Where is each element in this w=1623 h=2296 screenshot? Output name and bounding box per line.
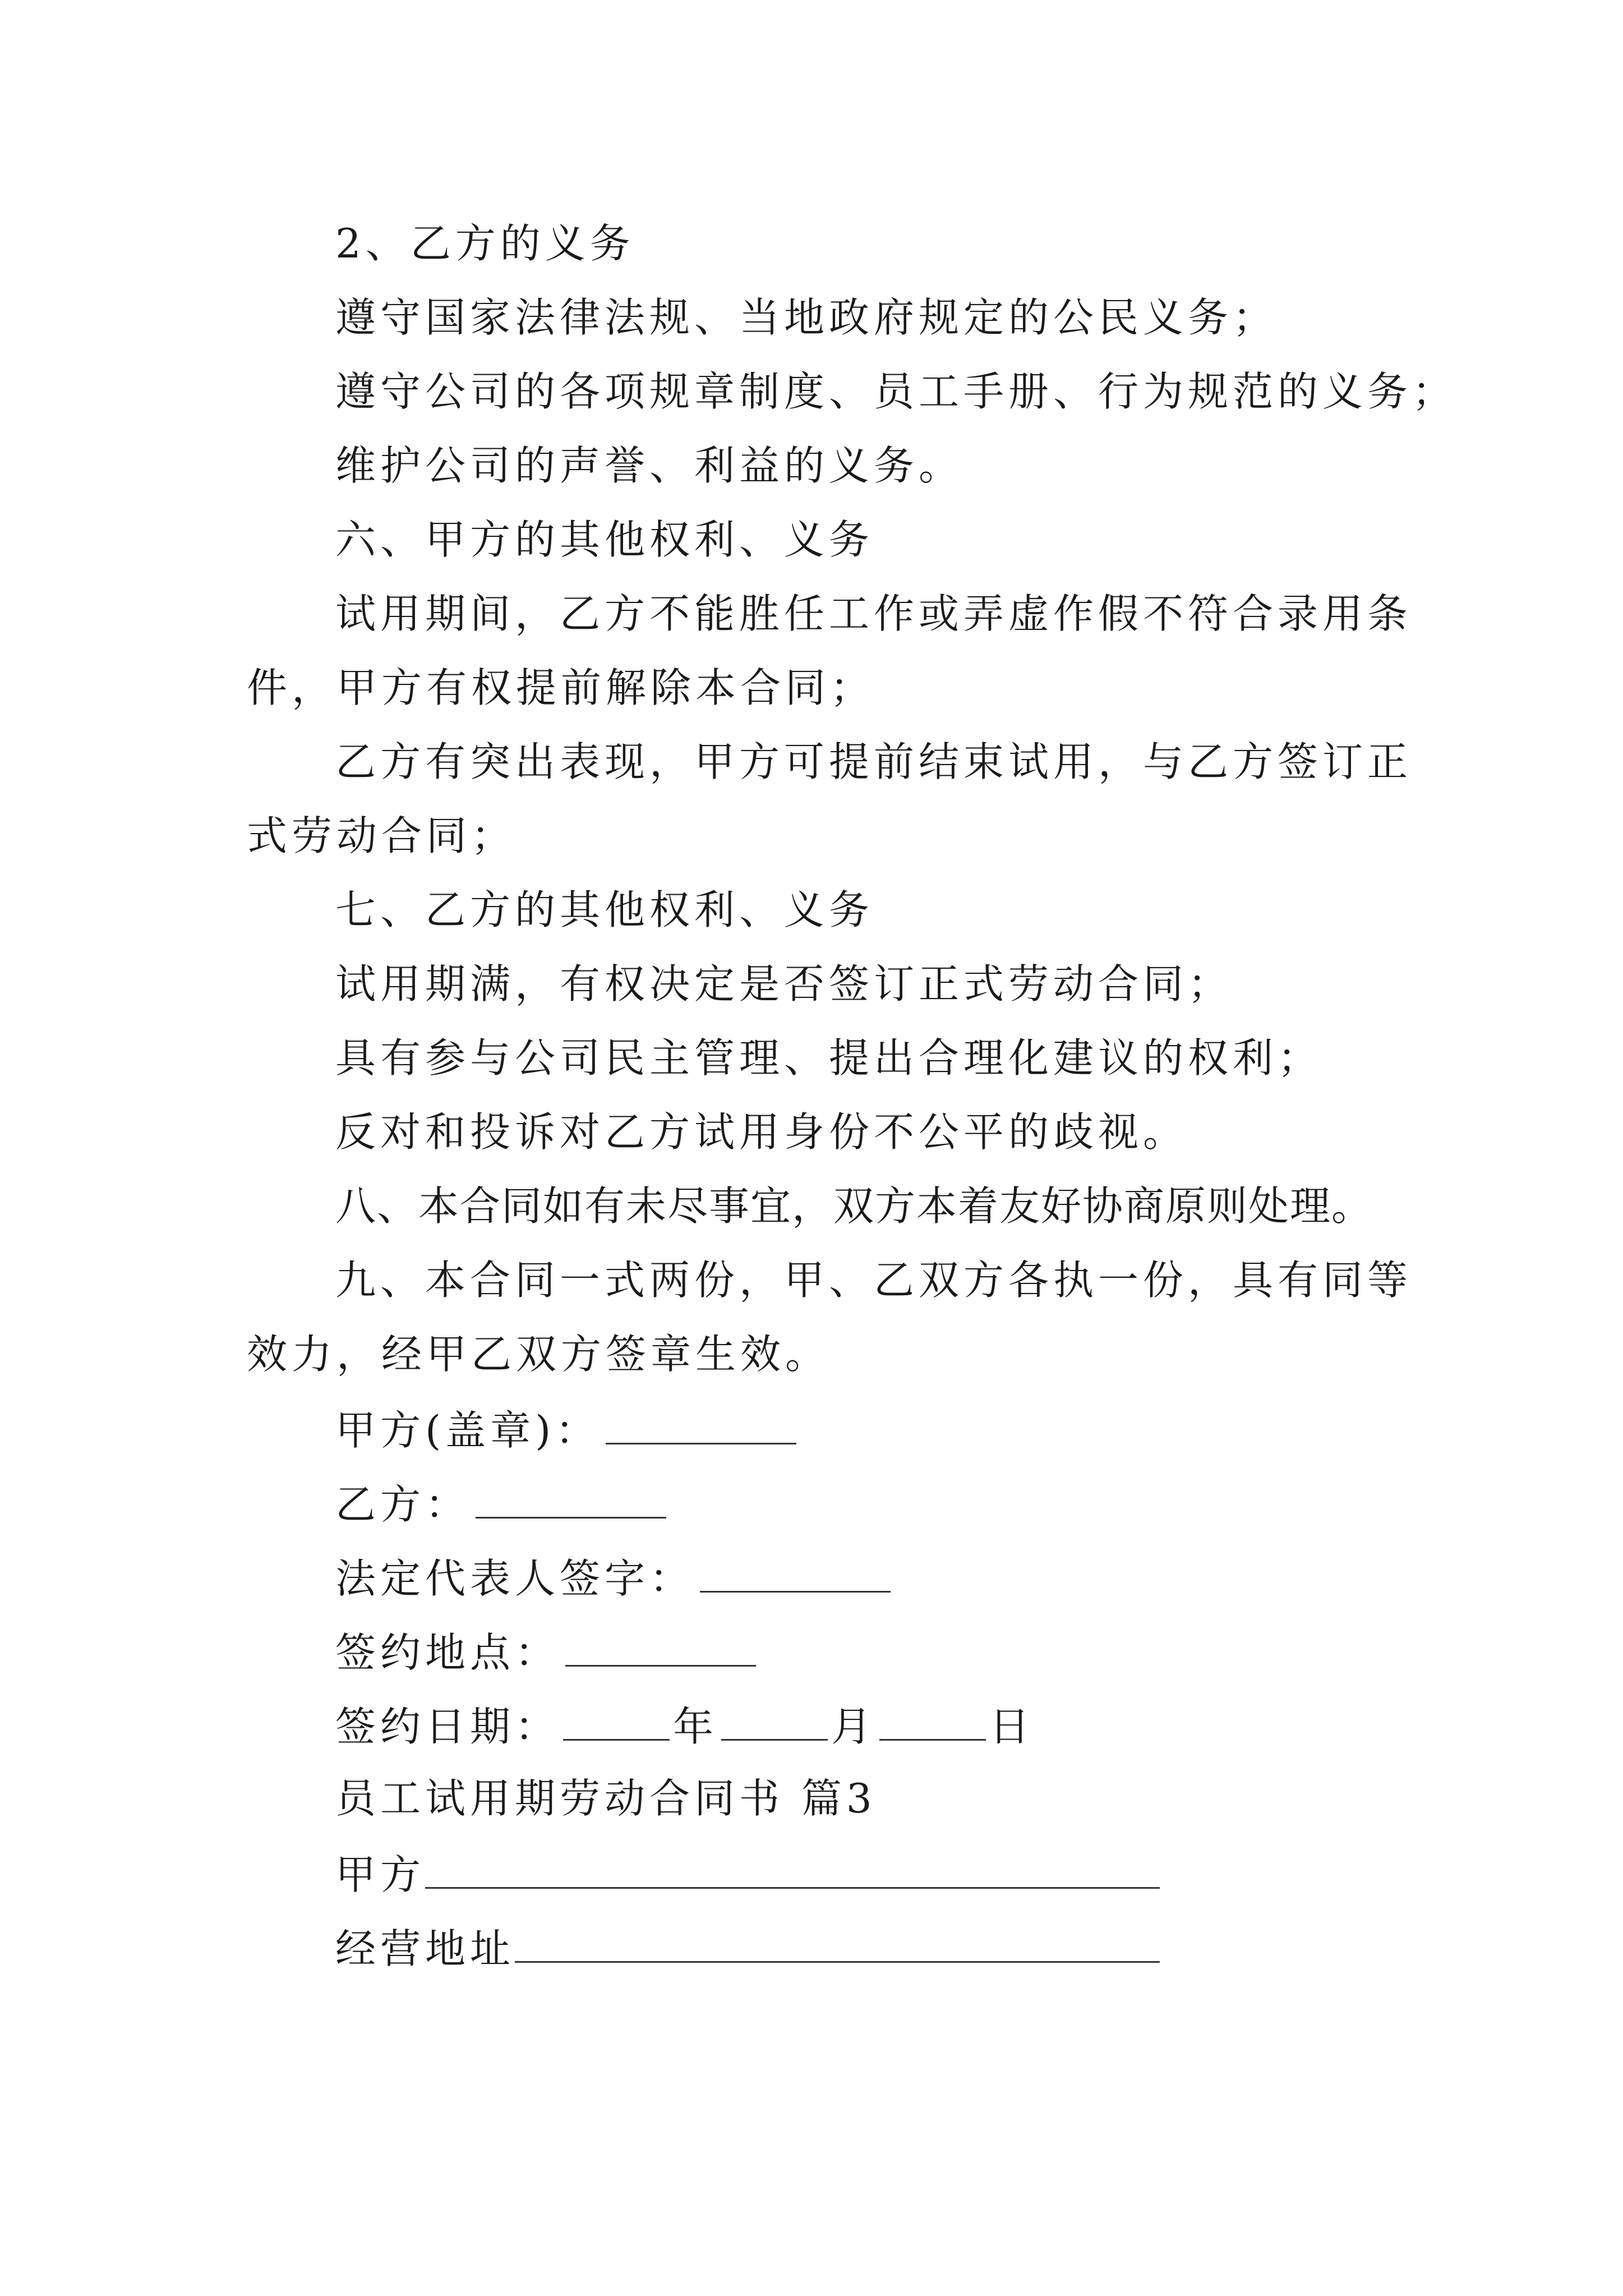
paragraph-continuation: 式劳动合同； <box>247 812 517 859</box>
day-blank[interactable] <box>879 1704 986 1741</box>
signature-label: 签约地点： <box>335 1629 560 1676</box>
paragraph-continuation: 件，甲方有权提前解除本合同； <box>247 664 875 711</box>
paragraph: 反对和投诉对乙方试用身份不公平的歧视。 <box>335 1108 1188 1156</box>
paragraph: 具有参与公司民主管理、提出合理化建议的权利； <box>335 1034 1323 1082</box>
paragraph: 乙方有突出表现，甲方可提前结束试用，与乙方签订正 <box>335 738 1413 785</box>
field-label: 经营地址 <box>335 1925 515 1972</box>
section-heading-8: 八、本合同如有未尽事宜，双方本着友好协商原则处理。 <box>335 1182 1373 1230</box>
signature-party-a <box>335 1407 796 1454</box>
section3-title: 员工试用期劳动合同书 篇3 <box>335 1775 877 1822</box>
clause-heading-2: 2、乙方的义务 <box>335 220 635 267</box>
paragraph: 维护公司的声誉、利益的义务。 <box>335 442 964 489</box>
section-heading-7: 七、乙方的其他权利、义务 <box>335 886 874 933</box>
paragraph: 试用期间，乙方不能胜任工作或弄虚作假不符合录用条 <box>335 590 1413 637</box>
signature-location <box>335 1629 756 1676</box>
section3-party-a <box>335 1851 1160 1898</box>
year-label: 年 <box>673 1703 718 1750</box>
fill-blank[interactable] <box>515 1926 1160 1963</box>
paragraph: 试用期满，有权决定是否签订正式劳动合同； <box>335 960 1233 1007</box>
signature-label: 乙方： <box>335 1481 471 1528</box>
month-blank[interactable] <box>721 1704 828 1741</box>
fill-blank[interactable] <box>606 1408 796 1444</box>
section3-address <box>335 1925 1160 1972</box>
signature-label: 签约日期： <box>335 1703 560 1750</box>
signature-date <box>335 1703 1035 1750</box>
fill-blank[interactable] <box>700 1556 891 1593</box>
day-label: 日 <box>989 1703 1035 1750</box>
signature-legal-rep <box>335 1555 891 1602</box>
section-heading-9: 九、本合同一式两份，甲、乙双方各执一份，具有同等 <box>335 1257 1413 1304</box>
month-label: 月 <box>831 1703 877 1750</box>
field-label: 甲方 <box>335 1851 426 1898</box>
fill-blank[interactable] <box>476 1482 666 1519</box>
signature-label: 法定代表人签字： <box>335 1555 695 1602</box>
fill-blank[interactable] <box>425 1852 1160 1889</box>
paragraph: 遵守国家法律法规、当地政府规定的公民义务； <box>335 294 1278 341</box>
section-heading-6: 六、甲方的其他权利、义务 <box>335 516 874 563</box>
paragraph: 遵守公司的各项规章制度、员工手册、行为规范的义务； <box>335 368 1458 415</box>
fill-blank[interactable] <box>565 1630 756 1667</box>
signature-label: 甲方(盖章)： <box>335 1407 601 1454</box>
paragraph-continuation: 效力，经甲乙双方签章生效。 <box>247 1331 831 1378</box>
signature-party-b <box>335 1481 666 1528</box>
year-blank[interactable] <box>563 1704 670 1741</box>
